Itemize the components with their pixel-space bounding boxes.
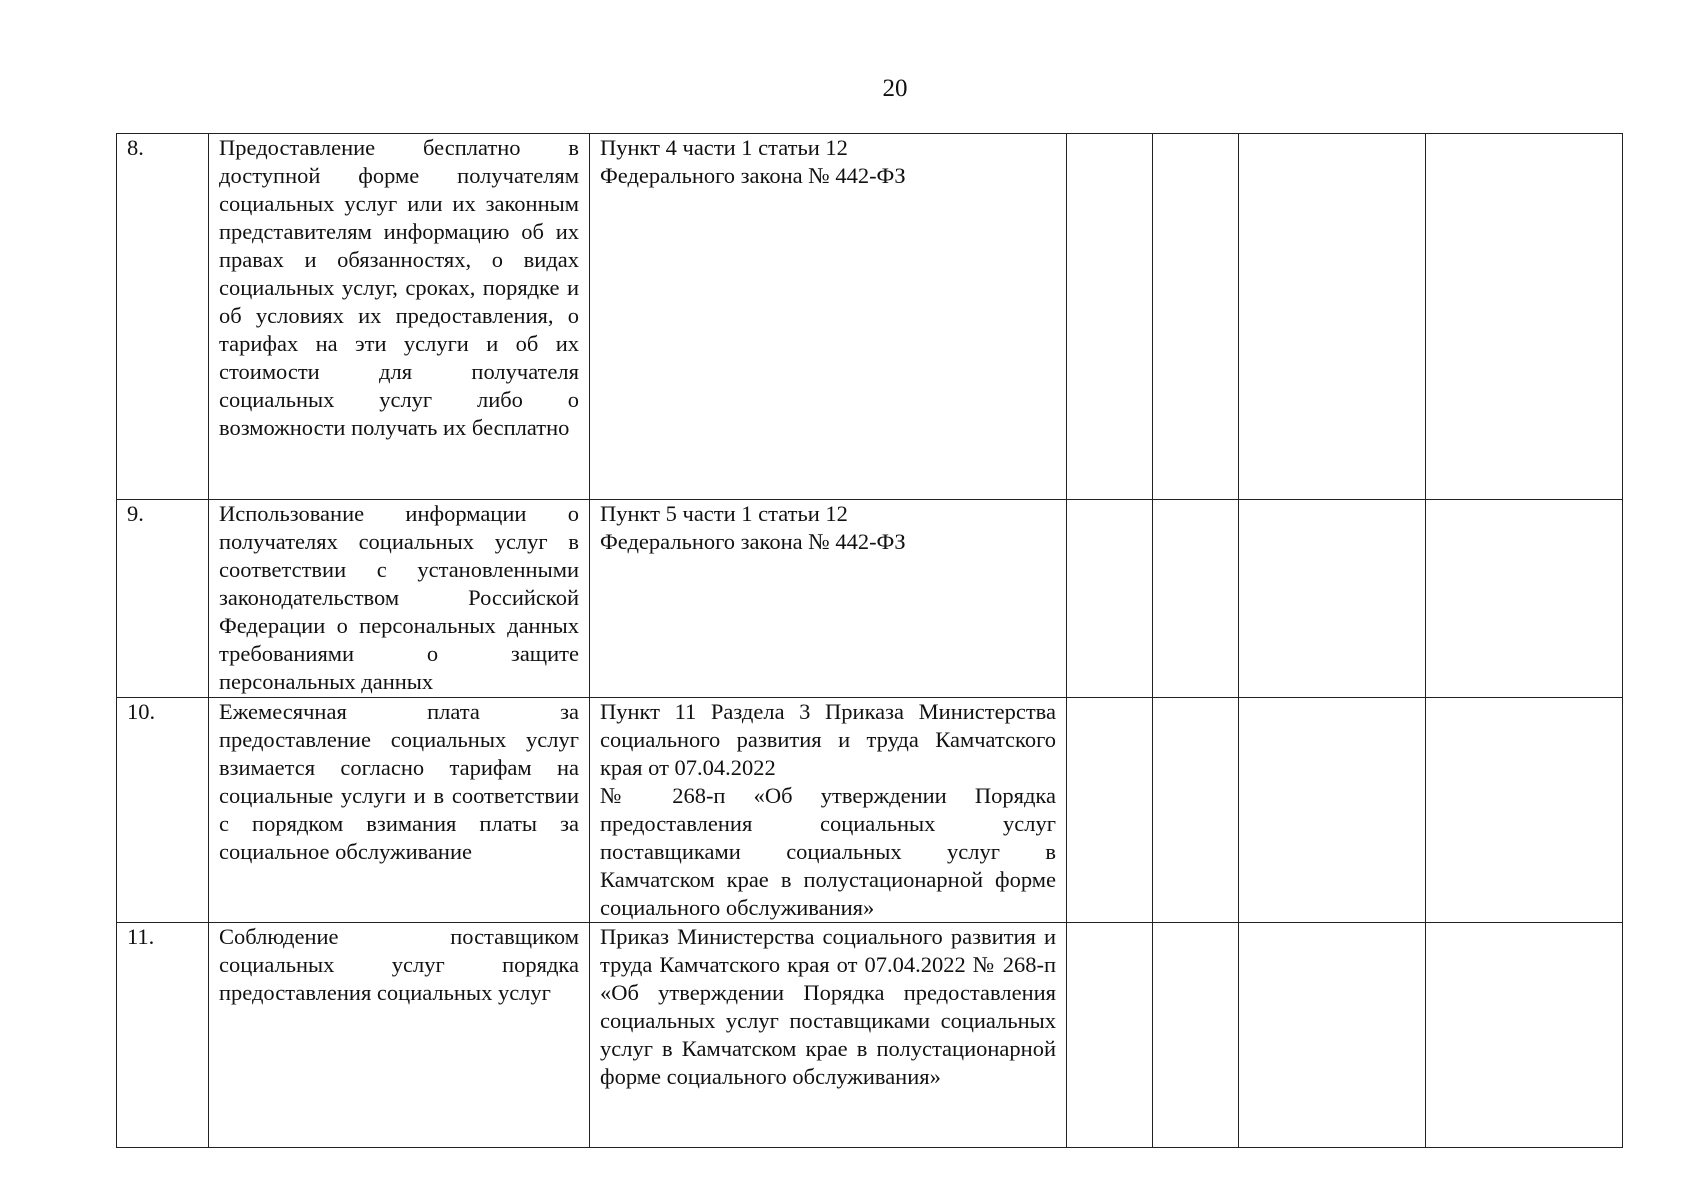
empty-cell-col7 [1426,500,1623,698]
empty-cell-col7 [1426,134,1623,500]
empty-cell-col5 [1153,698,1239,923]
table-row-10 [117,698,1623,923]
empty-cell-col7 [1426,698,1623,923]
empty-cell-col5 [1153,923,1239,1148]
legal-basis-cell: Пункт 5 части 1 статьи 12 Федерального закона № 442-ФЗ [590,500,1067,698]
row-number-cell: 8. [117,134,209,500]
requirement-cell: Ежемесячная плата за предоставление социальных услуг взимается согласно тарифам на социальные услуги и в соответствии с порядком взимания платы за социальное обслуживание [209,698,590,923]
requirement-cell: Использование информации о получателях социальных услуг в соответствии с установленными законодательством Российской Федерации о персональных данных требованиями о защите персональных данных [209,500,590,698]
empty-cell-col6 [1239,134,1426,500]
requirement-cell: Предоставление бесплатно в доступной форме получателям социальных услуг или их законным представителям информацию об их правах и обязанностях, о видах социальных услуг, сроках, порядке и об условиях их предоставления, о тарифах на эти услуги и об их стоимости для получателя социальных услуг либо о возможности получать их бесплатно [209,134,590,500]
empty-cell-col4 [1067,500,1153,698]
table-row-9 [117,500,1623,698]
empty-cell-col5 [1153,500,1239,698]
empty-cell-col7 [1426,923,1623,1148]
empty-cell-col4 [1067,698,1153,923]
empty-cell-col4 [1067,134,1153,500]
row-number-cell: 11. [117,923,209,1148]
empty-cell-col6 [1239,923,1426,1148]
table-row-8 [117,134,1623,500]
empty-cell-col5 [1153,134,1239,500]
table-row-11 [117,923,1623,1148]
page-number: 20 [882,75,908,102]
empty-cell-col6 [1239,698,1426,923]
empty-cell-col4 [1067,923,1153,1148]
row-number-cell: 9. [117,500,209,698]
requirement-cell: Соблюдение поставщиком социальных услуг порядка предоставления социальных услуг [209,923,590,1148]
legal-basis-cell: Пункт 4 части 1 статьи 12 Федерального закона № 442-ФЗ [590,134,1067,500]
row-number-cell: 10. [117,698,209,923]
checklist-table [116,133,1623,1148]
legal-basis-cell: Приказ Министерства социального развития и труда Камчатского края от 07.04.2022 № 268-п «Об утверждении Порядка предоставления социальных услуг поставщиками социальных услуг в Камчатском крае в полустационарной форме социального обслуживания» [590,923,1067,1148]
empty-cell-col6 [1239,500,1426,698]
legal-basis-cell: Пункт 11 Раздела 3 Приказа Министерства социального развития и труда Камчатского края от 07.04.2022 № 268-п «Об утверждении Порядка предоставления социальных услуг поставщиками социальных услуг в Камчатском крае в полустационарной форме социального обслуживания» [590,698,1067,923]
